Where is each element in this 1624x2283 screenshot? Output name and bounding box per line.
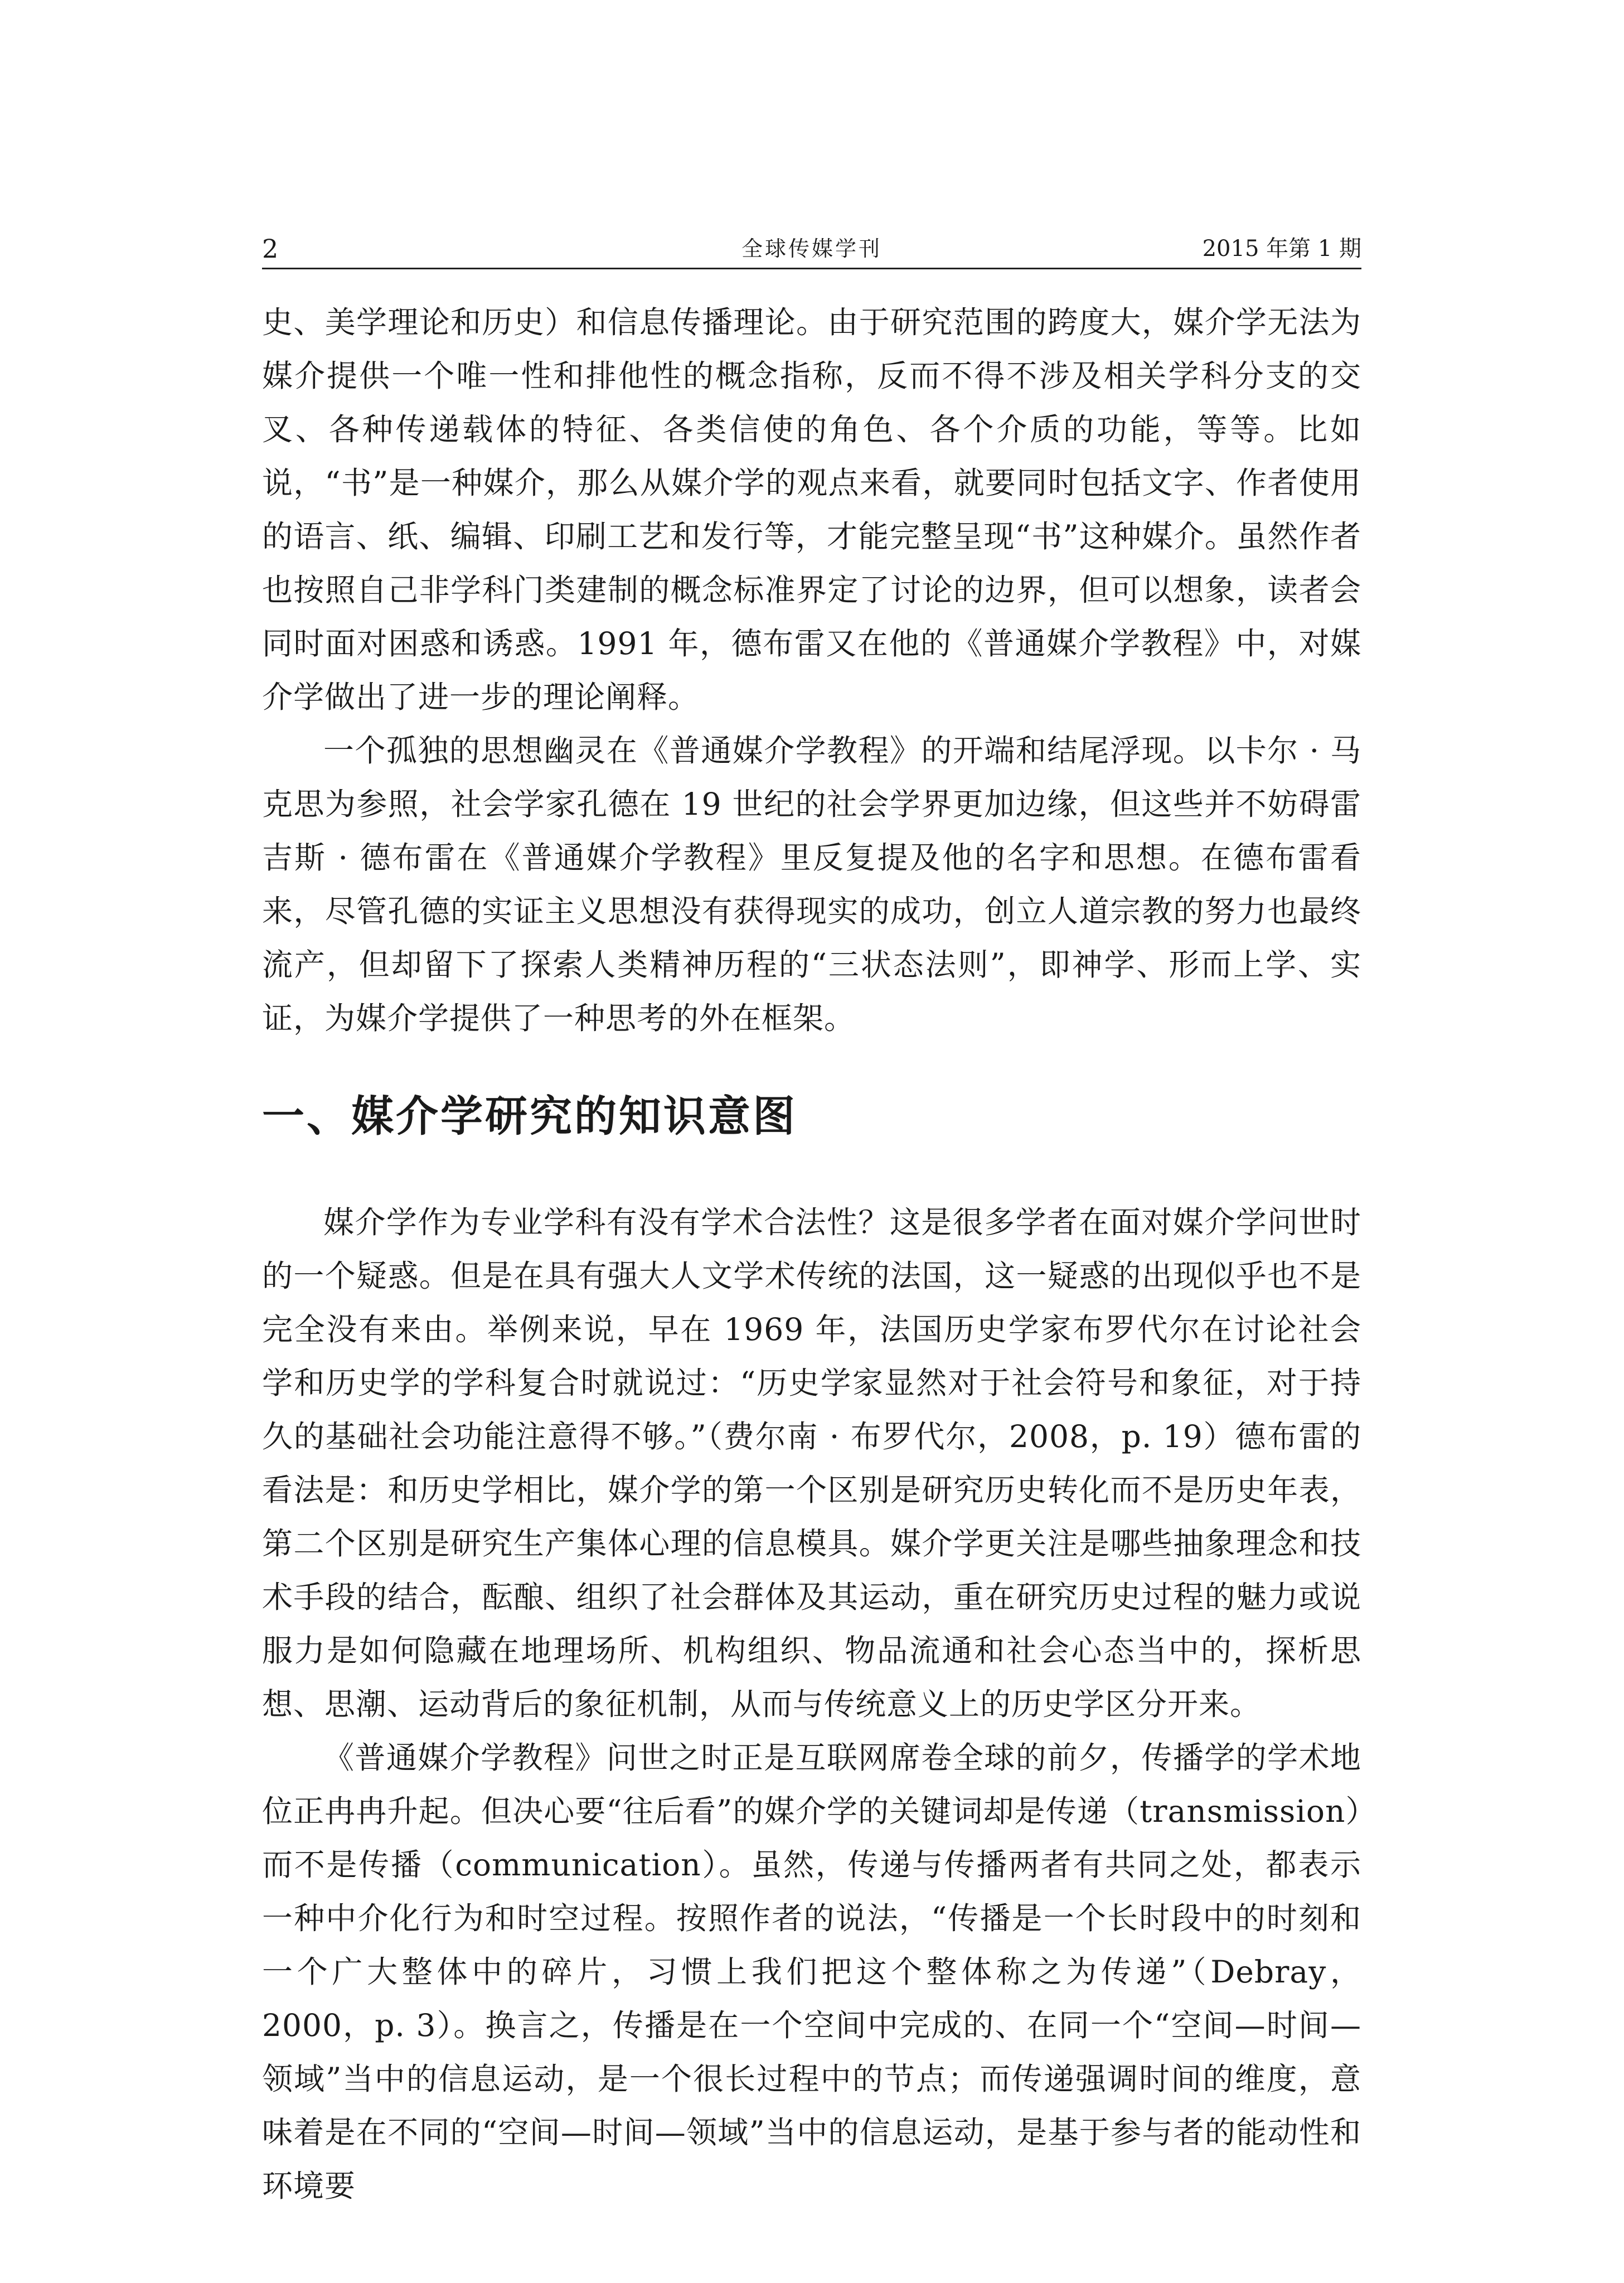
running-header [262, 219, 1361, 265]
header-rule [262, 268, 1361, 269]
paragraph: 《普通媒介学教程》问世之时正是互联网席卷全球的前夕，传播学的学术地位正冉冉升起。但决心要“往后看”的媒介学的关键词却是传递（transmission）而不是传播（communication）。虽然，传递与传播两者有共同之处，都表示一种中介化行为和时空过程。按照作者的说法，“传播是一个长时段中的时刻和一个广大整体中的碎片，习惯上我们把这个整体称之为传递”（Debray，2000，p. 3）。换言之，传播是在一个空间中完成的、在同一个“空间—时间—领域”当中的信息运动，是一个很长过程中的节点；而传递强调时间的维度，意味着是在不同的“空间—时间—领域”当中的信息运动，是基于参与者的能动性和环境要 [262, 1740, 1361, 2204]
page-number: 2 [262, 234, 279, 264]
paragraph: 一个孤独的思想幽灵在《普通媒介学教程》的开端和结尾浮现。以卡尔 · 马克思为参照，社会学家孔德在 19 世纪的社会学界更加边缘，但这些并不妨碍雷吉斯 · 德布雷在《普通媒介学教程》里反复提及他的名字和思想。在德布雷看来，尽管孔德的实证主义思想没有获得现实的成功，创立人道宗教的努力也最终流产，但却留下了探索人类精神历程的“三状态法则”，即神学、形而上学、实证，为媒介学提供了一种思考的外在框架。 [262, 733, 1361, 1036]
journal-title: 全球传媒学刊 [741, 236, 882, 261]
section-heading: 一、媒介学研究的知识意图 [262, 1091, 797, 1141]
body-text [262, 296, 1361, 2213]
issue-label: 2015 年第 1 期 [1202, 236, 1361, 262]
paragraph: 史、美学理论和历史）和信息传播理论。由于研究范围的跨度大，媒介学无法为媒介提供一个唯一性和排他性的概念指称，反而不得不涉及相关学科分支的交叉、各种传递载体的特征、各类信使的角色、各个介质的功能，等等。比如说，“书”是一种媒介，那么从媒介学的观点来看，就要同时包括文字、作者使用的语言、纸、编辑、印刷工艺和发行等，才能完整呈现“书”这种媒介。虽然作者也按照自己非学科门类建制的概念标准界定了讨论的边界，但可以想象，读者会同时面对困惑和诱惑。1991 年，德布雷又在他的《普通媒介学教程》中，对媒介学做出了进一步的理论阐释。 [262, 304, 1361, 715]
paragraph: 媒介学作为专业学科有没有学术合法性？这是很多学者在面对媒介学问世时的一个疑惑。但是在具有强大人文学术传统的法国，这一疑惑的出现似乎也不是完全没有来由。举例来说，早在 1969 年，法国历史学家布罗代尔在讨论社会学和历史学的学科复合时就说过：“历史学家显然对于社会符号和象征，对于持久的基础社会功能注意得不够。”（费尔南 · 布罗代尔，2008，p. 19）德布雷的看法是：和历史学相比，媒介学的第一个区别是研究历史转化而不是历史年表，第二个区别是研究生产集体心理的信息模具。媒介学更关注是哪些抽象理念和技术手段的结合，酝酿、组织了社会群体及其运动，重在研究历史过程的魅力或说服力是如何隐藏在地理场所、机构组织、物品流通和社会心态当中的，探析思想、思潮、运动背后的象征机制，从而与传统意义上的历史学区分开来。 [262, 1205, 1361, 1722]
